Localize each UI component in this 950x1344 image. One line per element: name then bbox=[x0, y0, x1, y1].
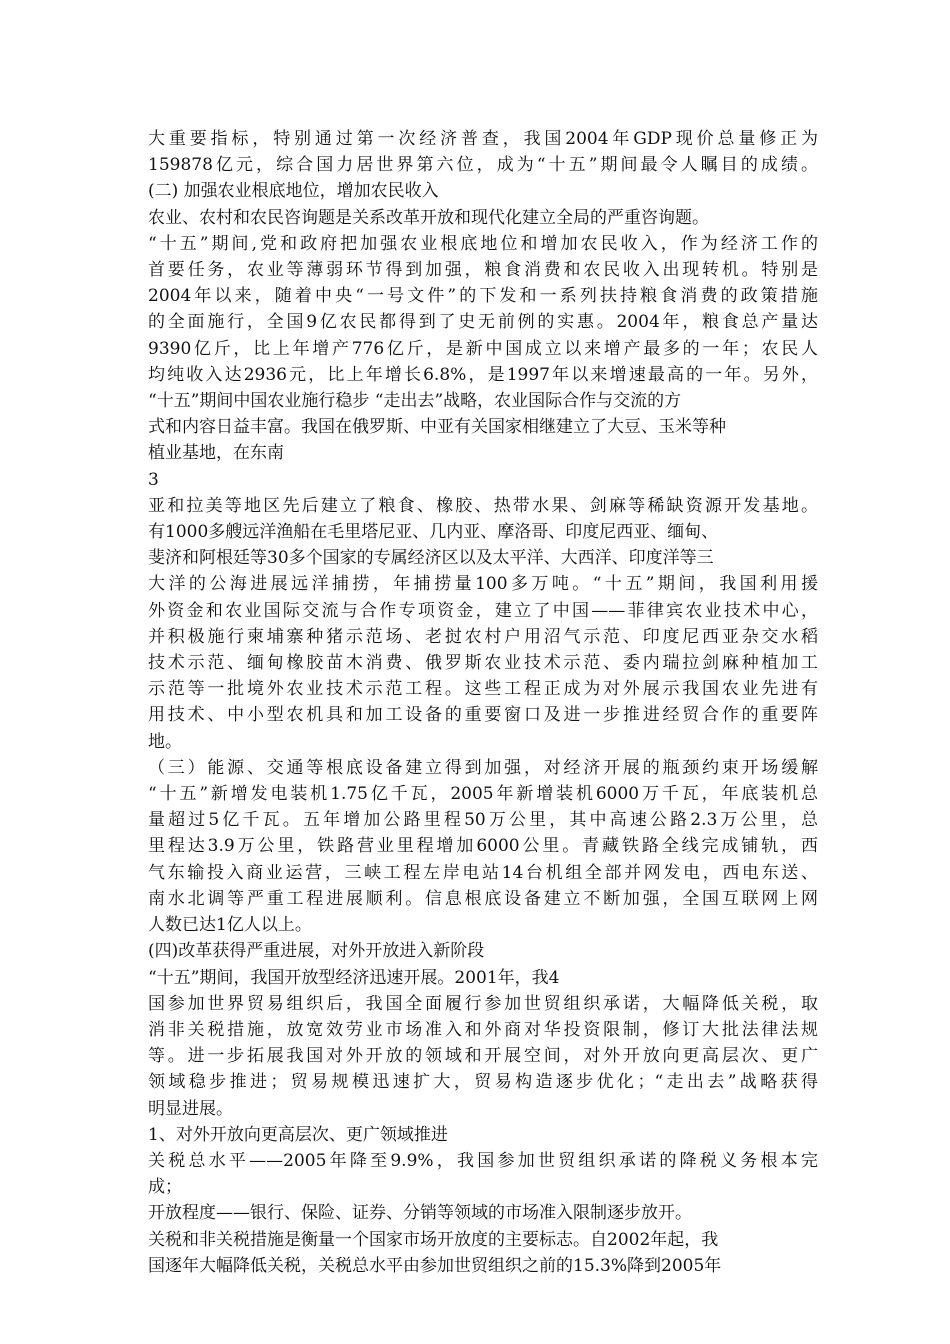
text-line: 外资金和农业国际交流与合作专项资金，建立了中国——菲律宾农业技术中心， bbox=[148, 600, 818, 621]
text-line: 领域稳步推进；贸易规模迅速扩大，贸易构造逐步优化；“走出去”战略获得 bbox=[148, 1072, 818, 1093]
text-line: 地。 bbox=[148, 731, 182, 752]
text-line: 明显进展。 bbox=[148, 1098, 233, 1119]
text-line: 的全面施行，全国9亿农民都得到了史无前例的实惠。2004年，粮食总产量达 bbox=[148, 312, 818, 333]
text-line: 技术示范、缅甸橡胶苗木消费、俄罗斯农业技术示范、委内瑞拉剑麻种植加工 bbox=[148, 653, 818, 674]
text-line: 9390亿斤，比上年增产776亿斤，是新中国成立以来增产最多的一年；农民人 bbox=[148, 338, 818, 359]
text-line: 国逐年大幅降低关税，关税总水平由参加世贸组织之前的15.3%降到2005年 bbox=[148, 1255, 722, 1276]
text-line: 关税和非关税措施是衡量一个国家市场开放度的主要标志。自2002年起，我 bbox=[148, 1229, 719, 1250]
text-line: 式和内容日益丰富。我国在俄罗斯、中亚有关国家相继建立了大豆、玉米等种 bbox=[148, 417, 726, 438]
text-line: 人数已达1亿人以上。 bbox=[148, 915, 312, 936]
text-line: 大洋的公海进展远洋捕捞，年捕捞量100多万吨。“十五”期间，我国利用援 bbox=[148, 574, 818, 595]
text-line: 1、对外开放向更高层次、更广领域推进 bbox=[148, 1124, 448, 1145]
text-line: “十五”期间,党和政府把加强农业根底地位和增加农民收入，作为经济工作的 bbox=[148, 233, 818, 254]
text-line: 关税总水平——2005年降至9.9%，我国参加世贸组织承诺的降税义务根本完 bbox=[148, 1150, 818, 1171]
text-line: 南水北调等严重工程进展顺利。信息根底设备建立不断加强，全国互联网上网 bbox=[148, 888, 818, 909]
text-line: 2004年以来，随着中央“一号文件”的下发和一系列扶持粮食消费的政策措施 bbox=[148, 286, 818, 307]
text-line: 示范等一批境外农业技术示范工程。这些工程正成为对外展示我国农业先进有 bbox=[148, 679, 818, 700]
text-line: (四)改革获得严重进展，对外开放进入新阶段 bbox=[148, 941, 485, 962]
text-line: 斐济和阿根廷等30多个国家的专属经济区以及太平洋、大西洋、印度洋等三 bbox=[148, 548, 714, 569]
text-line: 亚和拉美等地区先后建立了粮食、橡胶、热带水果、剑麻等稀缺资源开发基地。 bbox=[148, 495, 818, 516]
text-line: 用技术、中小型农机具和加工设备的重要窗口及进一步推进经贸合作的重要阵 bbox=[148, 705, 818, 726]
text-line: 农业、农村和农民咨询题是关系改革开放和现代化建立全局的严重咨询题。 bbox=[148, 207, 709, 228]
text-line: 气东输投入商业运营，三峡工程左岸电站14台机组全部并网发电，西电东送、 bbox=[148, 862, 818, 883]
text-line: 里程达3.9万公里，铁路营业里程增加6000公里。青藏铁路全线完成铺轨，西 bbox=[148, 836, 818, 857]
text-line: “十五”期间，我国开放型经济迅速开展。2001年，我4 bbox=[148, 967, 560, 988]
text-line: 有1000多艘远洋渔船在毛里塔尼亚、几内亚、摩洛哥、印度尼西亚、缅甸、 bbox=[148, 522, 719, 543]
text-line: “十五”期间中国农业施行稳步 “走出去”战略，农业国际合作与交流的方 bbox=[148, 391, 682, 412]
text-line: （三）能源、交通等根底设备建立得到加强，对经济开展的瓶颈约束开场缓解 bbox=[148, 757, 818, 778]
text-line: 并积极施行柬埔寨种猪示范场、老挝农村户用沼气示范、印度尼西亚杂交水稻 bbox=[148, 626, 818, 647]
document-page bbox=[148, 126, 818, 1279]
text-line: (二) 加强农业根底地位，增加农民收入 bbox=[148, 181, 439, 202]
text-line: “十五”新增发电装机1.75亿千瓦，2005年新增装机6000万千瓦，年底装机总 bbox=[148, 784, 818, 805]
text-line: 159878亿元，综合国力居世界第六位，成为“十五”期间最令人瞩目的成绩。 bbox=[148, 155, 818, 176]
page-number: 3 bbox=[148, 469, 159, 490]
text-line: 成； bbox=[148, 1177, 182, 1198]
text-line: 消非关税措施，放宽效劳业市场准入和外商对华投资限制，修订大批法律法规 bbox=[148, 1019, 818, 1040]
text-line: 植业基地，在东南 bbox=[148, 443, 284, 464]
text-line: 量超过5亿千瓦。五年增加公路里程50万公里，其中高速公路2.3万公里，总 bbox=[148, 810, 818, 831]
text-line: 首要任务，农业等薄弱环节得到加强，粮食消费和农民收入出现转机。特别是 bbox=[148, 260, 818, 281]
text-line: 均纯收入达2936元，比上年增长6.8%，是1997年以来增速最高的一年。另外， bbox=[148, 364, 818, 385]
text-line: 等。进一步拓展我国对外开放的领域和开展空间，对外开放向更高层次、更广 bbox=[148, 1046, 818, 1067]
text-line: 大重要指标，特别通过第一次经济普查，我国2004年GDP现价总量修正为 bbox=[148, 129, 818, 149]
text-line: 开放程度——银行、保险、证券、分销等领域的市场准入限制逐步放开。 bbox=[148, 1203, 692, 1224]
text-line: 国参加世界贸易组织后，我国全面履行参加世贸组织承诺，大幅降低关税，取 bbox=[148, 993, 818, 1014]
